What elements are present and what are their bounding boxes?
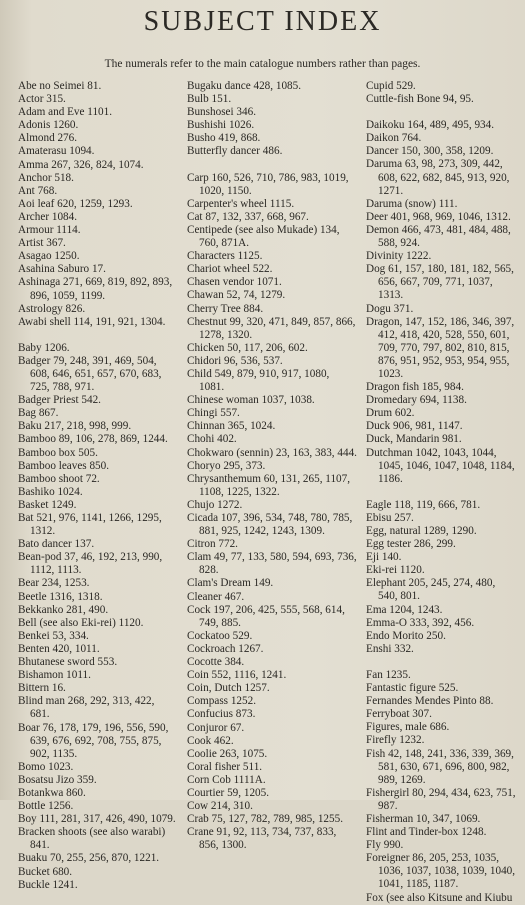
index-entry: Carpenter's wheel 1115. <box>187 197 295 210</box>
index-entry: Fish 42, 148, 241, 336, 339, 369, 581, 630, 671, 696, 800, 982, 989, 1269. <box>366 747 514 786</box>
index-entry: Coin, Dutch 1257. <box>187 682 270 695</box>
index-entry: Endo Morito 250. <box>366 629 446 642</box>
index-entry: Confucius 873. <box>187 708 256 721</box>
letter-gap <box>366 486 516 499</box>
index-entry: Centipede (see also Mukade) 134, 760, 871A. <box>187 223 340 250</box>
index-entry: Chicken 50, 117, 206, 602. <box>187 341 308 354</box>
index-entry: Badger 79, 248, 391, 469, 504, 608, 646, 651, 657, 670, 683, 725, 788, 971. <box>18 354 162 394</box>
index-entry: Eki-rei 1120. <box>366 564 425 577</box>
index-entry: Cock 197, 206, 425, 555, 568, 614, 749, 885. <box>187 603 345 629</box>
index-entry: Chariot wheel 522. <box>187 263 273 276</box>
index-entry: Choryo 295, 373. <box>187 459 266 472</box>
letter-gap <box>366 106 516 119</box>
index-entry: Dragon, 147, 152, 186, 346, 397, 412, 418, 420, 528, 550, 601, 709, 770, 797, 802, 810, 815, 876, 951, 952, 953, 954, 955, 1023. <box>366 315 515 380</box>
index-entry: Butterfly dancer 486. <box>187 145 283 158</box>
index-entry: Artist 367. <box>18 237 66 250</box>
index-entry: Buckle 1241. <box>18 878 78 891</box>
index-entry: Dogu 371. <box>366 302 414 315</box>
index-entry: Courtier 59, 1205. <box>187 786 270 799</box>
index-entry: Baby 1206. <box>18 341 70 354</box>
index-column-1 <box>18 80 176 891</box>
index-entry: Coin 552, 1116, 1241. <box>187 669 287 682</box>
index-entry: Fishergirl 80, 294, 434, 623, 751, 987. <box>366 786 516 812</box>
index-entry: Busho 419, 868. <box>187 132 261 145</box>
index-entry: Egg tester 286, 299. <box>366 538 456 551</box>
index-entry: Ant 768. <box>18 184 58 197</box>
index-entry: Cicada 107, 396, 534, 748, 780, 785, 881, 925, 1242, 1243, 1309. <box>187 512 353 538</box>
index-entry: Astrology 826. <box>18 302 86 315</box>
index-entry: Emma-O 333, 392, 456. <box>366 616 475 629</box>
index-entry: Archer 1084. <box>18 210 78 223</box>
index-entry: Ferryboat 307. <box>366 708 432 721</box>
index-entry: Bomo 1023. <box>18 760 74 773</box>
letter-gap <box>366 656 516 669</box>
index-entry: Amma 267, 326, 824, 1074. <box>18 158 144 171</box>
index-entry: Citron 772. <box>187 538 238 551</box>
index-entry: Blind man 268, 292, 313, 422, 681. <box>18 695 155 721</box>
index-entry: Cherry Tree 884. <box>187 302 264 315</box>
index-entry: Dancer 150, 300, 358, 1209. <box>366 145 494 158</box>
index-entry: Elephant 205, 245, 274, 480, 540, 801. <box>366 577 496 603</box>
index-entry: Coolie 263, 1075. <box>187 747 268 760</box>
index-entry: Bucket 680. <box>18 865 73 878</box>
index-entry: Fantastic figure 525. <box>366 682 459 695</box>
index-entry: Enshi 332. <box>366 642 414 655</box>
index-entry: Armour 1114. <box>18 224 81 237</box>
index-entry: Chasen vendor 1071. <box>187 276 282 289</box>
index-entry: Aoi leaf 620, 1259, 1293. <box>18 197 133 210</box>
index-entry: Bunshosei 346. <box>187 106 256 119</box>
index-entry: Chrysanthemum 60, 131, 265, 1107, 1108, 1225, 1322. <box>187 472 351 498</box>
index-entry: Bottle 1256. <box>18 800 74 813</box>
index-entry: Corn Cob 1111A. <box>187 773 266 786</box>
index-entry: Daikoku 164, 489, 495, 934. <box>366 119 495 132</box>
letter-gap <box>187 159 357 172</box>
index-entry: Duck 906, 981, 1147. <box>366 420 463 433</box>
letter-gap <box>18 329 176 342</box>
index-entry: Drum 602. <box>366 407 415 420</box>
index-entry: Fan 1235. <box>366 668 411 681</box>
index-entry: Divinity 1222. <box>366 250 432 263</box>
index-entry: Bugaku dance 428, 1085. <box>187 80 302 92</box>
index-entry: Chinnan 365, 1024. <box>187 420 276 433</box>
index-entry: Actor 315. <box>18 93 66 106</box>
index-entry: Bat 521, 976, 1141, 1266, 1295, 1312. <box>18 512 162 538</box>
index-entry: Flint and Tinder-box 1248. <box>366 826 487 839</box>
index-entry: Ashinaga 271, 669, 819, 892, 893, 896, 1059, 1199. <box>18 276 173 302</box>
index-entry: Conjuror 67. <box>187 721 245 734</box>
index-entry: Cat 87, 132, 337, 668, 967. <box>187 210 309 223</box>
index-entry: Daruma (snow) 111. <box>366 197 458 210</box>
index-entry: Eji 140. <box>366 551 402 564</box>
index-entry: Bamboo leaves 850. <box>18 459 110 472</box>
index-entry: Figures, male 686. <box>366 721 450 734</box>
index-entry: Bear 234, 1253. <box>18 577 90 590</box>
index-entry: Chujo 1272. <box>187 498 243 511</box>
index-entry: Cupid 529. <box>366 80 416 92</box>
index-entry: Chinese woman 1037, 1038. <box>187 394 315 407</box>
index-entry: Badger Priest 542. <box>18 394 101 407</box>
index-entry: Bean-pod 37, 46, 192, 213, 990, 1112, 1113. <box>18 551 163 577</box>
index-entry: Compass 1252. <box>187 695 256 708</box>
index-entry: Daruma 63, 98, 273, 309, 442, 608, 622, 682, 845, 913, 920, 1271. <box>366 158 510 197</box>
index-entry: Crab 75, 127, 782, 789, 985, 1255. <box>187 813 343 826</box>
index-entry: Bhutanese sword 553. <box>18 656 118 669</box>
index-entry: Bamboo 89, 106, 278, 869, 1244. <box>18 433 168 446</box>
index-note: The numerals refer to the main catalogue numbers rather than pages. <box>104 58 421 70</box>
index-entry: Cleaner 467. <box>187 590 245 603</box>
index-entry: Abe no Seimei 81. <box>18 80 102 92</box>
index-entry: Bittern 16. <box>18 682 66 695</box>
index-column-3 <box>366 80 516 904</box>
index-entry: Dragon fish 185, 984. <box>366 381 464 394</box>
index-entry: Baku 217, 218, 998, 999. <box>18 420 132 433</box>
index-entry: Bracken shoots (see also warabi) 841. <box>18 826 166 852</box>
index-entry: Bato dancer 137. <box>18 538 95 551</box>
index-entry: Dog 61, 157, 180, 181, 182, 565, 656, 667, 709, 771, 1037, 1313. <box>366 263 514 302</box>
index-entry: Fernandes Mendes Pinto 88. <box>366 695 494 708</box>
index-entry: Clam 49, 77, 133, 580, 594, 693, 736, 828. <box>187 551 357 577</box>
index-entry: Eagle 118, 119, 666, 781. <box>366 498 481 511</box>
index-entry: Chohi 402. <box>187 433 237 446</box>
index-entry: Cuttle-fish Bone 94, 95. <box>366 93 474 106</box>
index-entry: Chawan 52, 74, 1279. <box>187 289 286 302</box>
index-entry: Bamboo box 505. <box>18 446 98 459</box>
index-entry: Duck, Mandarin 981. <box>366 433 462 446</box>
index-entry: Bishamon 1011. <box>18 669 91 682</box>
index-entry: Characters 1125. <box>187 250 263 263</box>
index-entry: Daikon 764. <box>366 132 422 145</box>
index-entry: Adam and Eve 1101. <box>18 106 113 119</box>
index-entry: Deer 401, 968, 969, 1046, 1312. <box>366 210 511 223</box>
index-entry: Buaku 70, 255, 256, 870, 1221. <box>18 852 160 865</box>
index-entry: Cockroach 1267. <box>187 642 264 655</box>
index-entry: Almond 276. <box>18 132 78 145</box>
index-entry: Cook 462. <box>187 734 234 747</box>
index-entry: Dromedary 694, 1138. <box>366 394 467 407</box>
index-entry: Carp 160, 526, 710, 786, 983, 1019, 1020, 1150. <box>187 171 349 197</box>
index-entry: Chestnut 99, 320, 471, 849, 857, 866, 1278, 1320. <box>187 315 356 341</box>
index-entry: Ema 1204, 1243. <box>366 603 443 616</box>
index-entry: Bulb 151. <box>187 93 232 106</box>
index-entry: Benten 420, 1011. <box>18 642 100 655</box>
index-entry: Foreigner 86, 205, 253, 1035, 1036, 1037, 1038, 1039, 1040, 1041, 1185, 1187. <box>366 852 516 891</box>
index-entry: Firefly 1232. <box>366 734 425 747</box>
index-entry: Bell (see also Eki-rei) 1120. <box>18 616 144 629</box>
index-entry: Chidori 96, 536, 537. <box>187 354 283 367</box>
index-entry: Ebisu 257. <box>366 511 414 524</box>
index-entry: Bekkanko 281, 490. <box>18 603 109 616</box>
index-entry: Egg, natural 1289, 1290. <box>366 525 477 537</box>
index-entry: Asagao 1250. <box>18 250 80 263</box>
page-title: SUBJECT INDEX <box>143 6 382 37</box>
index-entry: Bosatsu Jizo 359. <box>18 773 97 786</box>
index-entry: Basket 1249. <box>18 498 77 511</box>
index-entry: Amaterasu 1094. <box>18 145 95 158</box>
index-entry: Anchor 518. <box>18 171 74 184</box>
index-entry: Cocotte 384. <box>187 656 245 669</box>
index-entry: Fly 990. <box>366 839 404 852</box>
index-entry: Demon 466, 473, 481, 484, 488, 588, 924. <box>366 223 511 250</box>
index-entry: Crane 91, 92, 113, 734, 737, 833, 856, 1300. <box>187 826 337 852</box>
index-entry: Dutchman 1042, 1043, 1044, 1045, 1046, 1047, 1048, 1184, 1186. <box>366 446 515 485</box>
index-column-2 <box>187 80 357 852</box>
index-entry: Adonis 1260. <box>18 119 79 132</box>
index-entry: Boy 111, 281, 317, 426, 490, 1079. <box>18 813 176 826</box>
index-entry: Botankwa 860. <box>18 786 86 799</box>
index-entry: Boar 76, 178, 179, 196, 556, 590, 639, 676, 692, 708, 755, 875, 902, 1135. <box>18 721 169 760</box>
index-entry: Bamboo shoot 72. <box>18 472 100 485</box>
index-entry: Coral fisher 511. <box>187 760 263 773</box>
index-entry: Cockatoo 529. <box>187 629 253 642</box>
index-entry: Bag 867. <box>18 407 59 420</box>
index-entry: Chingi 557. <box>187 407 240 420</box>
index-entry: Benkei 53, 334. <box>18 629 89 642</box>
index-entry: Awabi shell 114, 191, 921, 1304. <box>18 315 166 328</box>
index-entry: Chokwaro (sennin) 23, 163, 383, 444. <box>187 446 357 459</box>
index-entry: Asahina Saburo 17. <box>18 263 106 276</box>
index-entry: Bushishi 1026. <box>187 119 255 132</box>
index-entry: Beetle 1316, 1318. <box>18 590 103 603</box>
index-entry: Bashiko 1024. <box>18 485 83 498</box>
index-entry: Child 549, 879, 910, 917, 1080, 1081. <box>187 367 330 394</box>
index-entry: Fox (see also Kitsune and Kiubu <box>366 891 513 904</box>
index-entry: Clam's Dream 149. <box>187 577 274 590</box>
index-entry: Fisherman 10, 347, 1069. <box>366 812 481 825</box>
index-entry: Cow 214, 310. <box>187 800 253 813</box>
